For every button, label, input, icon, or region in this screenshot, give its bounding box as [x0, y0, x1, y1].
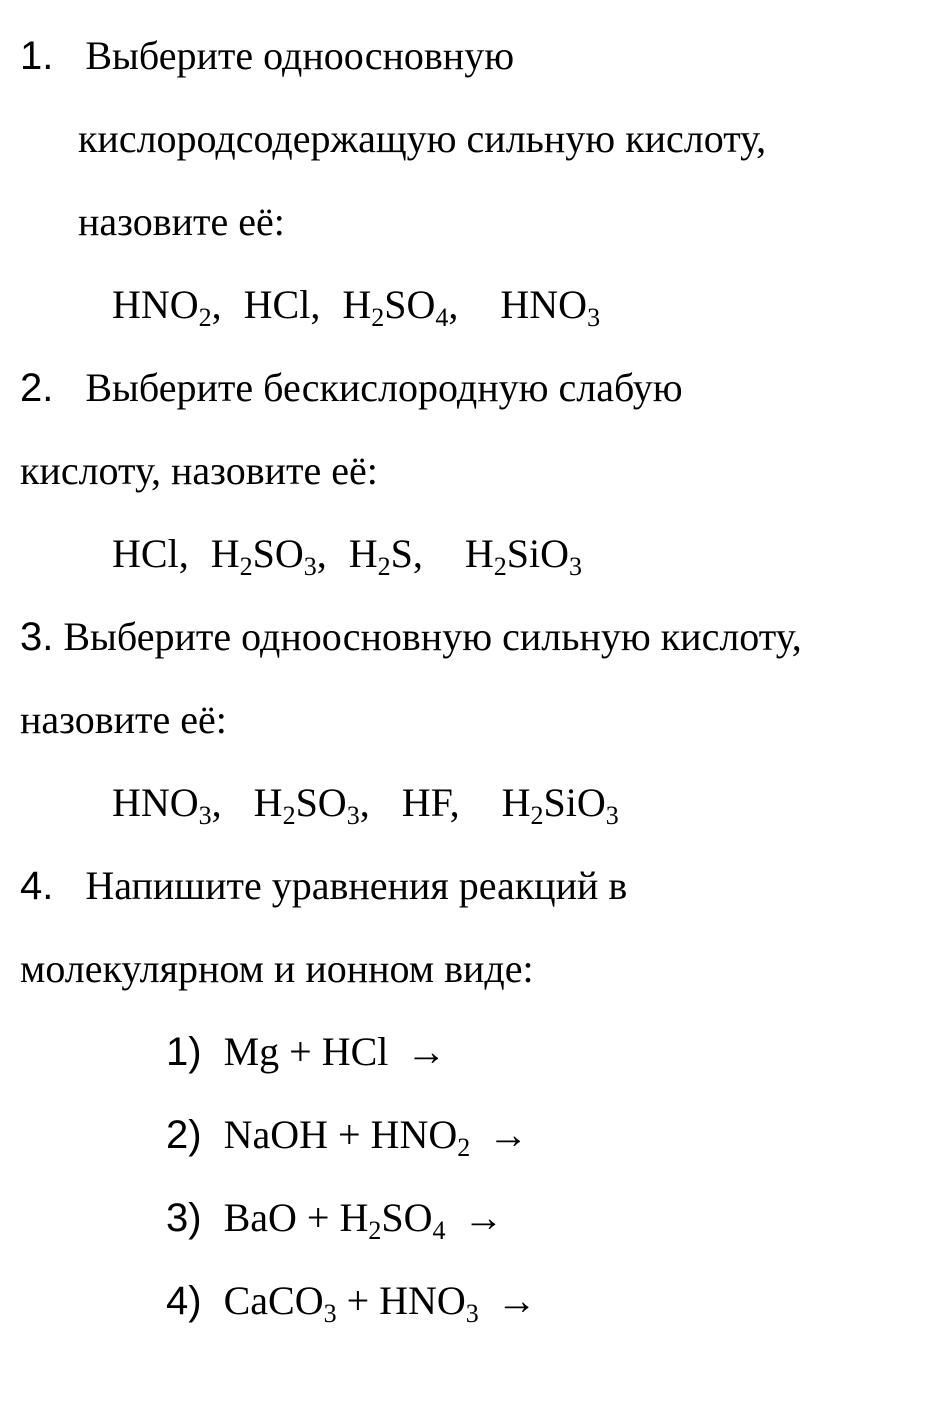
reaction-number: 3) [166, 1196, 202, 1240]
reaction-1 [166, 1029, 447, 1074]
reaction-3 [166, 1195, 504, 1245]
q4-number: 4. [20, 864, 54, 908]
q1-option-1: $HNO_2$, [112, 282, 222, 332]
reaction-equation: BaO + $H_2SO_4$ [223, 1195, 446, 1245]
reaction-number: 2) [166, 1113, 202, 1157]
reaction-equation: NaOH + $HNO_2$ [223, 1112, 471, 1162]
q3-option-3: HF, [401, 780, 460, 825]
q3-line1 [20, 614, 802, 659]
q1-line1 [20, 33, 515, 78]
arrow-icon: → [406, 1029, 447, 1074]
reaction-2 [166, 1112, 529, 1162]
arrow-icon: → [463, 1195, 504, 1240]
q3-option-1: $HNO_3$, [112, 780, 222, 830]
q1-text-line2: кислородсодержащую сильную кислоту, [78, 116, 767, 161]
q2-option-4: $H_2SiO_3$ [464, 531, 582, 581]
q1-text-line3: назовите её: [78, 199, 285, 244]
q2-options [112, 531, 582, 581]
q2-line1 [20, 365, 683, 410]
q4-line1 [20, 863, 628, 908]
q2-option-3: $H_2S$, [348, 531, 423, 581]
q3-options [112, 780, 619, 830]
q1-option-2: HCl, [243, 282, 321, 327]
q2-option-1: HCl, [112, 531, 189, 576]
q2-option-2: $H_2SO_3$, [210, 531, 327, 581]
q4-text-line2: молекулярном и ионном виде: [20, 946, 534, 991]
reaction-number: 1) [166, 1030, 202, 1074]
q3-number: 3. [20, 615, 54, 659]
q1-options [112, 282, 601, 332]
reaction-equation: CaCO$_3$ + $HNO_3$ [223, 1278, 479, 1328]
q1-number: 1. [20, 34, 54, 78]
reaction-equation: Mg + HCl [223, 1029, 389, 1074]
q3-option-2: $H_2SO_3$, [253, 780, 370, 830]
arrow-icon: → [488, 1112, 529, 1157]
q2-text-line1: Выберите бескислородную слабую [85, 365, 683, 410]
q4-text-line1: Напишите уравнения реакций в [85, 863, 628, 908]
q2-text-line2: кислоту, назовите её: [20, 448, 378, 493]
q1-option-3: $H_2SO_4$, [342, 282, 459, 332]
q3-text-line2: назовите её: [20, 697, 227, 742]
q2-number: 2. [20, 366, 54, 410]
q3-text-line1: Выберите одноосновную сильную кислоту, [63, 614, 802, 659]
reaction-4 [166, 1278, 537, 1328]
arrow-icon: → [496, 1278, 537, 1323]
reaction-number: 4) [166, 1279, 202, 1323]
q3-option-4: $H_2SiO_3$ [501, 780, 619, 830]
q1-option-4: $HNO_3$ [500, 282, 601, 332]
q1-text-line1: Выберите одноосновную [85, 33, 515, 78]
